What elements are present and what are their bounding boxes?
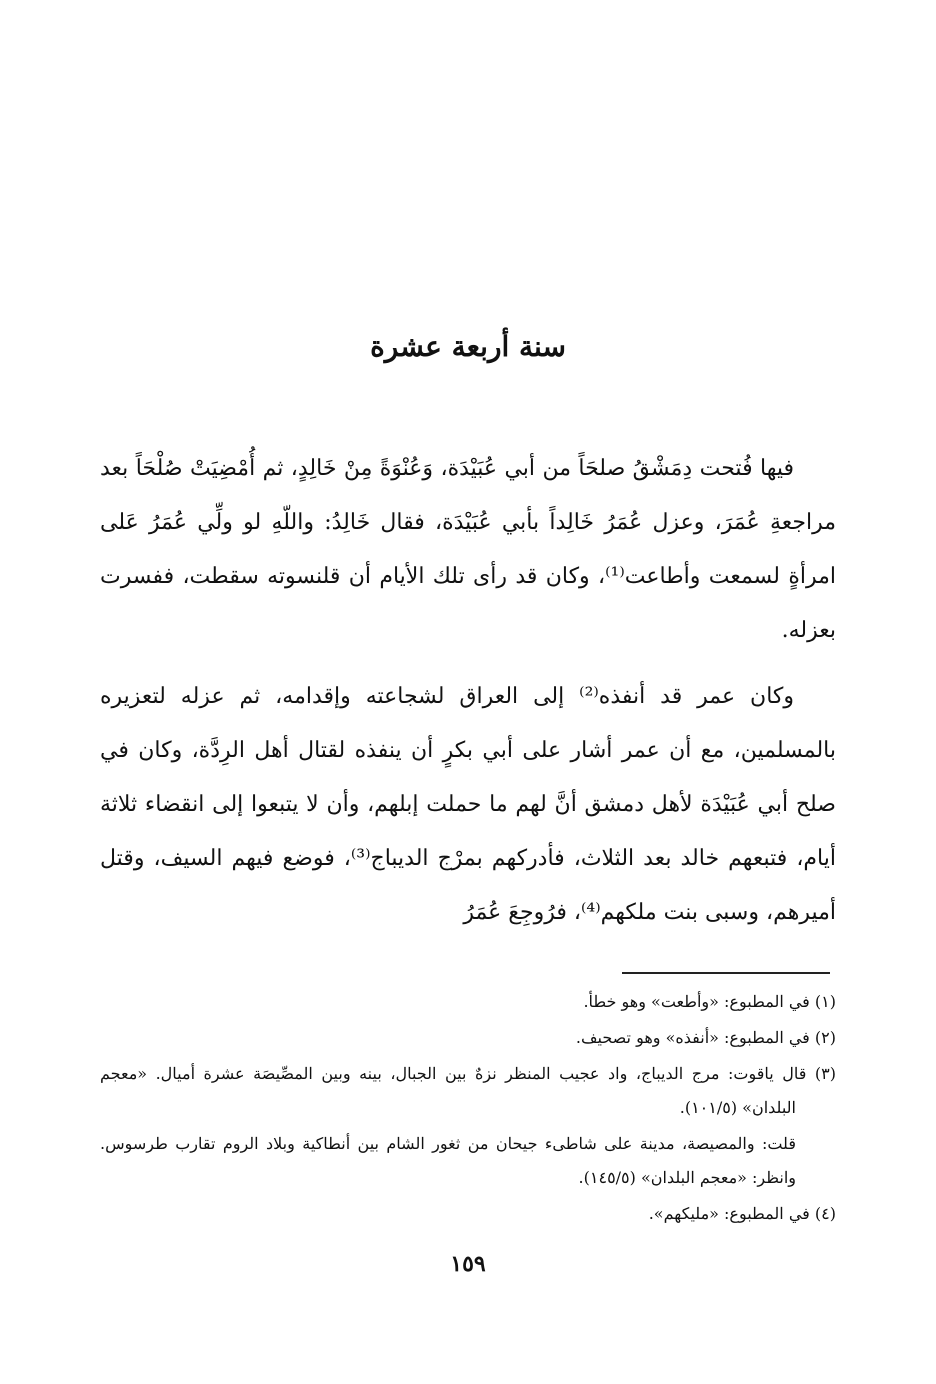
main-text	[100, 442, 836, 952]
paragraph-2: وكان عمر قد أنفذه⁽²⁾ إلى العراق لشجاعته وإقدامه، ثم عزله لتعزيره بالمسلمين، مع أن عمر أشار على أبي بكرٍ أن ينفذه لقتال أهل الرِدَّة، وكان في صلح أبي عُبَيْدَة لأهل دمشق أنَّ لهم ما حملت إبلهم، وأن لا يتبعوا إلى انقضاء ثلاثة أيام، فتبعهم خالد بعد الثلاث، فأدركهم بمرْج الديباج⁽³⁾، فوضع فيهم السيف، وقتل أميرهم، وسبى بنت ملكهم⁽⁴⁾، فرُوجِعَ عُمَرُ	[100, 684, 836, 925]
footnotes	[100, 985, 836, 1233]
paragraph-1: فيها فُتحت دِمَشْقُ صلحَاً من أبي عُبَيْدَة، وَعُنْوَةً مِنْ خَالِدٍ، ثم أُمْضِيَتْ صُلْحَاً بعد مراجعةِ عُمَرَ، وعزل عُمَرُ خَالِداً بأبي عُبَيْدَة، فقال خَالِدُ: واللّهِ لو ولِّي عُمَرُ عَلى امرأةٍ لسمعت وأطاعت⁽¹⁾، وكان قد رأى تلك الأيام أن قلنسوته سقطت، ففسرت بعزله.	[100, 456, 836, 643]
page-number: ١٥٩	[450, 1251, 486, 1277]
footnote-1: (١) في المطبوع: «وأطعت» وهو خطأ.	[583, 992, 836, 1011]
chapter-title: سنة أربعة عشرة	[370, 329, 566, 363]
footnote-divider	[622, 972, 830, 974]
footnote-2: (٢) في المطبوع: «أنفذه» وهو تصحيف.	[575, 1028, 836, 1047]
footnote-3-note: قلت: والمصيصة، مدينة على شاطىء جيحان من ثغور الشام بين أنطاكية وبلاد الروم تقارب طرسوس. وانظر: «معجم البلدان» (١٤٥/٥).	[100, 1134, 796, 1187]
footnote-3: (٣) قال ياقوت: مرج الديباج، واد عجيب المنظر نزهٌ بين الجبال، بينه وبين المصِّيصَة عشرة أميال. «معجم البلدان» (١٠١/٥).	[100, 1064, 836, 1117]
footnote-4: (٤) في المطبوع: «مليكهم».	[648, 1204, 836, 1223]
